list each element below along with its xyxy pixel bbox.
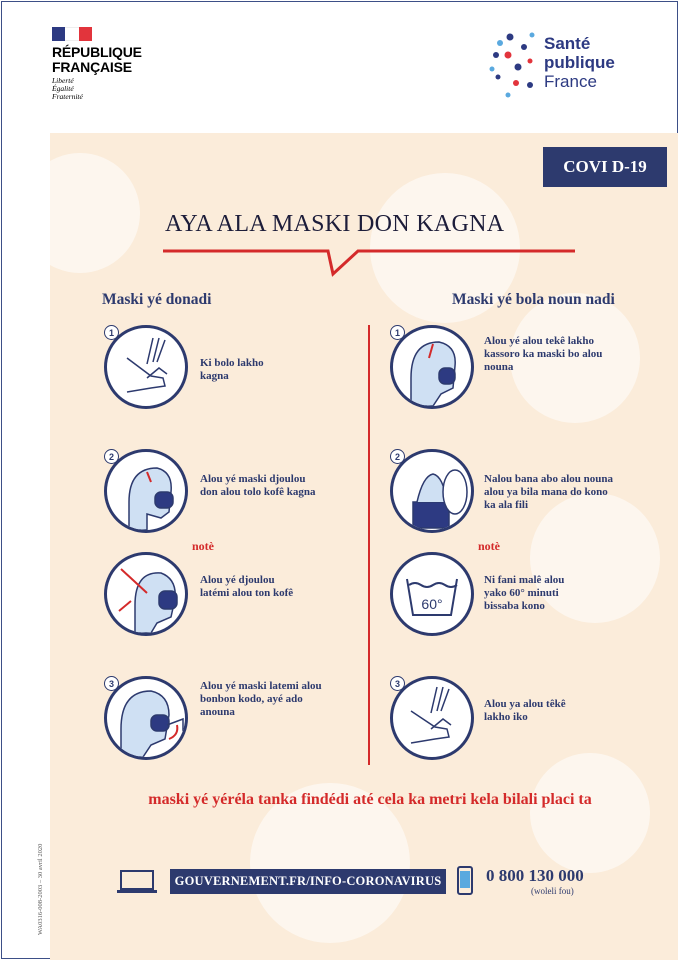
step-text: Alou yé maski latemi alou bonbon kodo, ayé ado anouna (200, 680, 322, 718)
laptop-icon (117, 869, 157, 895)
french-flag-icon (52, 27, 92, 41)
spf-line3: France (544, 72, 597, 91)
column-divider (368, 325, 370, 765)
step-text: Nalou bana abo alou nouna alou ya bila mana do kono ka ala fili (484, 473, 613, 511)
republique-francaise-logo (52, 27, 162, 101)
right-column-heading: Maski yé bola noun nadi (452, 291, 615, 308)
step-number: 1 (104, 325, 119, 340)
sante-publique-france-logo (486, 25, 646, 105)
adjust-mask-icon (104, 552, 188, 636)
page-title: AYA ALA MASKI DON KAGNA (165, 211, 505, 237)
step-text: Alou yé djoulou latémi alou ton kofê (200, 574, 294, 599)
motto-2: Égalité (52, 84, 74, 93)
spf-line1: Santé (544, 34, 591, 53)
info-url-link[interactable]: GOUVERNEMENT.FR/INFO-CORONAVIRUS (170, 869, 446, 894)
phone-icon (456, 866, 474, 896)
dots-logo-icon (486, 25, 542, 105)
step-text: Ni fani malê alou yako 60° minuti bissaba kono (484, 574, 565, 612)
wash-temp-label: 60° (421, 596, 443, 612)
step-number: 1 (390, 325, 405, 340)
phone-number[interactable]: 0 800 130 000 (486, 866, 584, 885)
step-number: 2 (390, 449, 405, 464)
step-text: Alou yé alou tekê lakho kassoro ka maski bo alou nouna (484, 335, 603, 373)
distance-warning-text: maski yé yéréla tanka findédi até cela ka metri kela bilali placi ta (148, 791, 592, 808)
motto-3: Fraternité (52, 92, 83, 101)
step-number: 2 (104, 449, 119, 464)
motto (52, 77, 162, 101)
step-text: Ki bolo lakho kagna (200, 357, 264, 382)
virus-shape (530, 753, 650, 873)
left-column-heading: Maski yé donadi (102, 291, 212, 308)
step-number: 3 (390, 676, 405, 691)
note-label: notè (192, 539, 214, 553)
republic-line2: FRANÇAISE (52, 59, 132, 75)
note-label: notè (478, 539, 500, 553)
document-reference: WA0316-008-2003 – 30 avril 2020 (37, 843, 44, 935)
step-number: 3 (104, 676, 119, 691)
motto-1: Liberté (52, 76, 74, 85)
virus-shape (50, 153, 140, 273)
speech-bubble-underline (163, 244, 575, 284)
wash-60-degrees-icon (390, 552, 474, 636)
spf-line2: publique (544, 53, 615, 72)
covid-badge: COVI D-19 (543, 147, 667, 187)
republic-line1: RÉPUBLIQUE (52, 44, 142, 60)
phone-note: (woleli fou) (531, 886, 574, 896)
step-text: Alou yé maski djoulou don alou tolo kofê kagna (200, 473, 316, 498)
step-text: Alou ya alou têkê lakho iko (484, 698, 566, 723)
